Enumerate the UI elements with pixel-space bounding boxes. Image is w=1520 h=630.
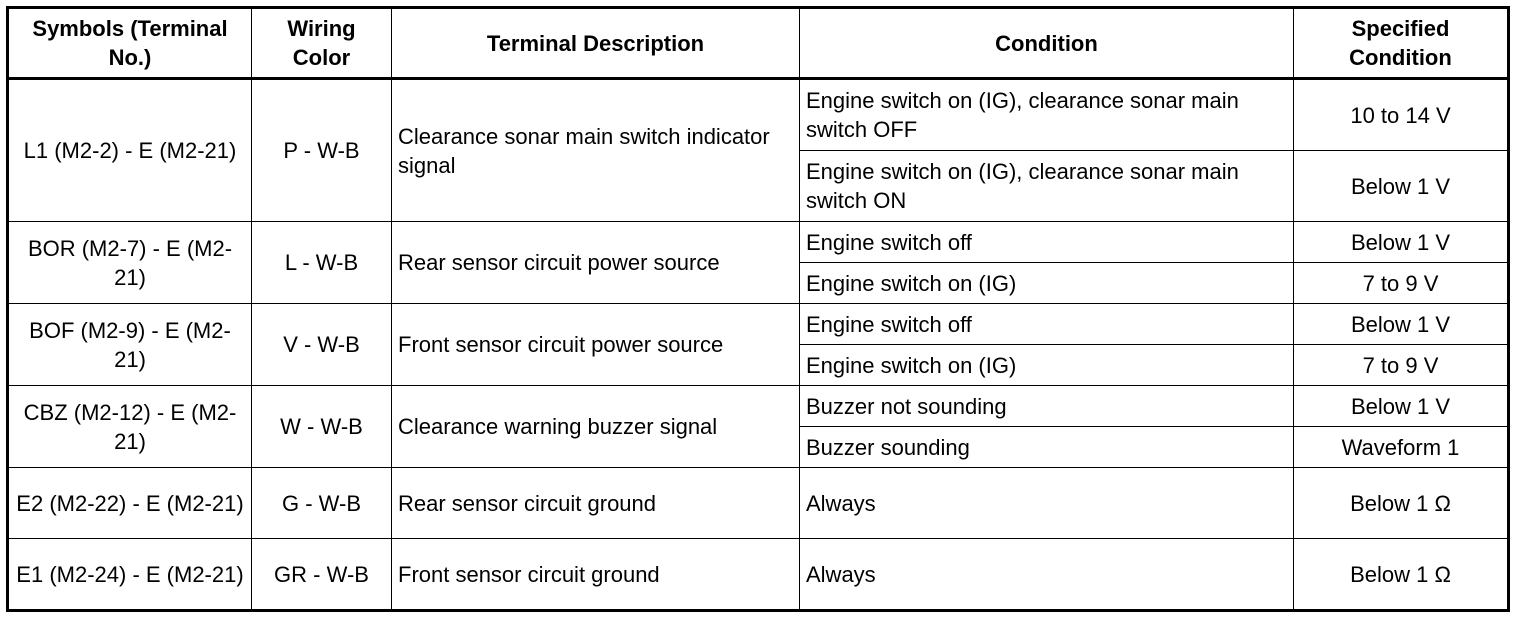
wiring-cell: W - W-B xyxy=(252,386,392,468)
condition-cell: Buzzer sounding xyxy=(800,427,1294,468)
header-row xyxy=(8,8,1509,79)
specified-cell: Below 1 Ω xyxy=(1294,539,1509,611)
specified-cell: Waveform 1 xyxy=(1294,427,1509,468)
header-wiring-color: Wiring Color xyxy=(252,8,392,79)
description-cell: Front sensor circuit ground xyxy=(392,539,800,611)
table-row xyxy=(8,386,1509,427)
description-cell: Rear sensor circuit power source xyxy=(392,222,800,304)
header-condition: Condition xyxy=(800,8,1294,79)
symbol-cell: CBZ (M2-12) - E (M2-21) xyxy=(8,386,252,468)
wiring-cell: G - W-B xyxy=(252,468,392,539)
specified-cell: 7 to 9 V xyxy=(1294,263,1509,304)
condition-cell: Engine switch on (IG) xyxy=(800,345,1294,386)
symbol-cell: E2 (M2-22) - E (M2-21) xyxy=(8,468,252,539)
condition-cell: Engine switch off xyxy=(800,304,1294,345)
symbol-cell: BOF (M2-9) - E (M2-21) xyxy=(8,304,252,386)
condition-cell: Always xyxy=(800,468,1294,539)
specified-cell: Below 1 V xyxy=(1294,386,1509,427)
condition-cell: Engine switch off xyxy=(800,222,1294,263)
symbol-cell: BOR (M2-7) - E (M2-21) xyxy=(8,222,252,304)
specified-cell: Below 1 Ω xyxy=(1294,468,1509,539)
wiring-cell: V - W-B xyxy=(252,304,392,386)
header-specified-condition: Specified Condition xyxy=(1294,8,1509,79)
description-cell: Clearance warning buzzer signal xyxy=(392,386,800,468)
table-row xyxy=(8,539,1509,611)
header-symbols: Symbols (Terminal No.) xyxy=(8,8,252,79)
condition-cell: Buzzer not sounding xyxy=(800,386,1294,427)
specified-cell: 10 to 14 V xyxy=(1294,79,1509,151)
description-cell: Clearance sonar main switch indicator signal xyxy=(392,79,800,222)
wiring-cell: L - W-B xyxy=(252,222,392,304)
condition-cell: Engine switch on (IG), clearance sonar main switch ON xyxy=(800,151,1294,222)
table-row xyxy=(8,304,1509,345)
specified-cell: Below 1 V xyxy=(1294,304,1509,345)
description-cell: Front sensor circuit power source xyxy=(392,304,800,386)
table-row xyxy=(8,222,1509,263)
wiring-cell: P - W-B xyxy=(252,79,392,222)
specified-cell: Below 1 V xyxy=(1294,222,1509,263)
symbol-cell: L1 (M2-2) - E (M2-21) xyxy=(8,79,252,222)
condition-cell: Always xyxy=(800,539,1294,611)
specified-cell: 7 to 9 V xyxy=(1294,345,1509,386)
condition-cell: Engine switch on (IG) xyxy=(800,263,1294,304)
header-terminal-description: Terminal Description xyxy=(392,8,800,79)
terminal-spec-table xyxy=(6,6,1510,612)
condition-cell: Engine switch on (IG), clearance sonar main switch OFF xyxy=(800,79,1294,151)
description-cell: Rear sensor circuit ground xyxy=(392,468,800,539)
wiring-cell: GR - W-B xyxy=(252,539,392,611)
table-row xyxy=(8,468,1509,539)
symbol-cell: E1 (M2-24) - E (M2-21) xyxy=(8,539,252,611)
specified-cell: Below 1 V xyxy=(1294,151,1509,222)
table-row xyxy=(8,79,1509,151)
